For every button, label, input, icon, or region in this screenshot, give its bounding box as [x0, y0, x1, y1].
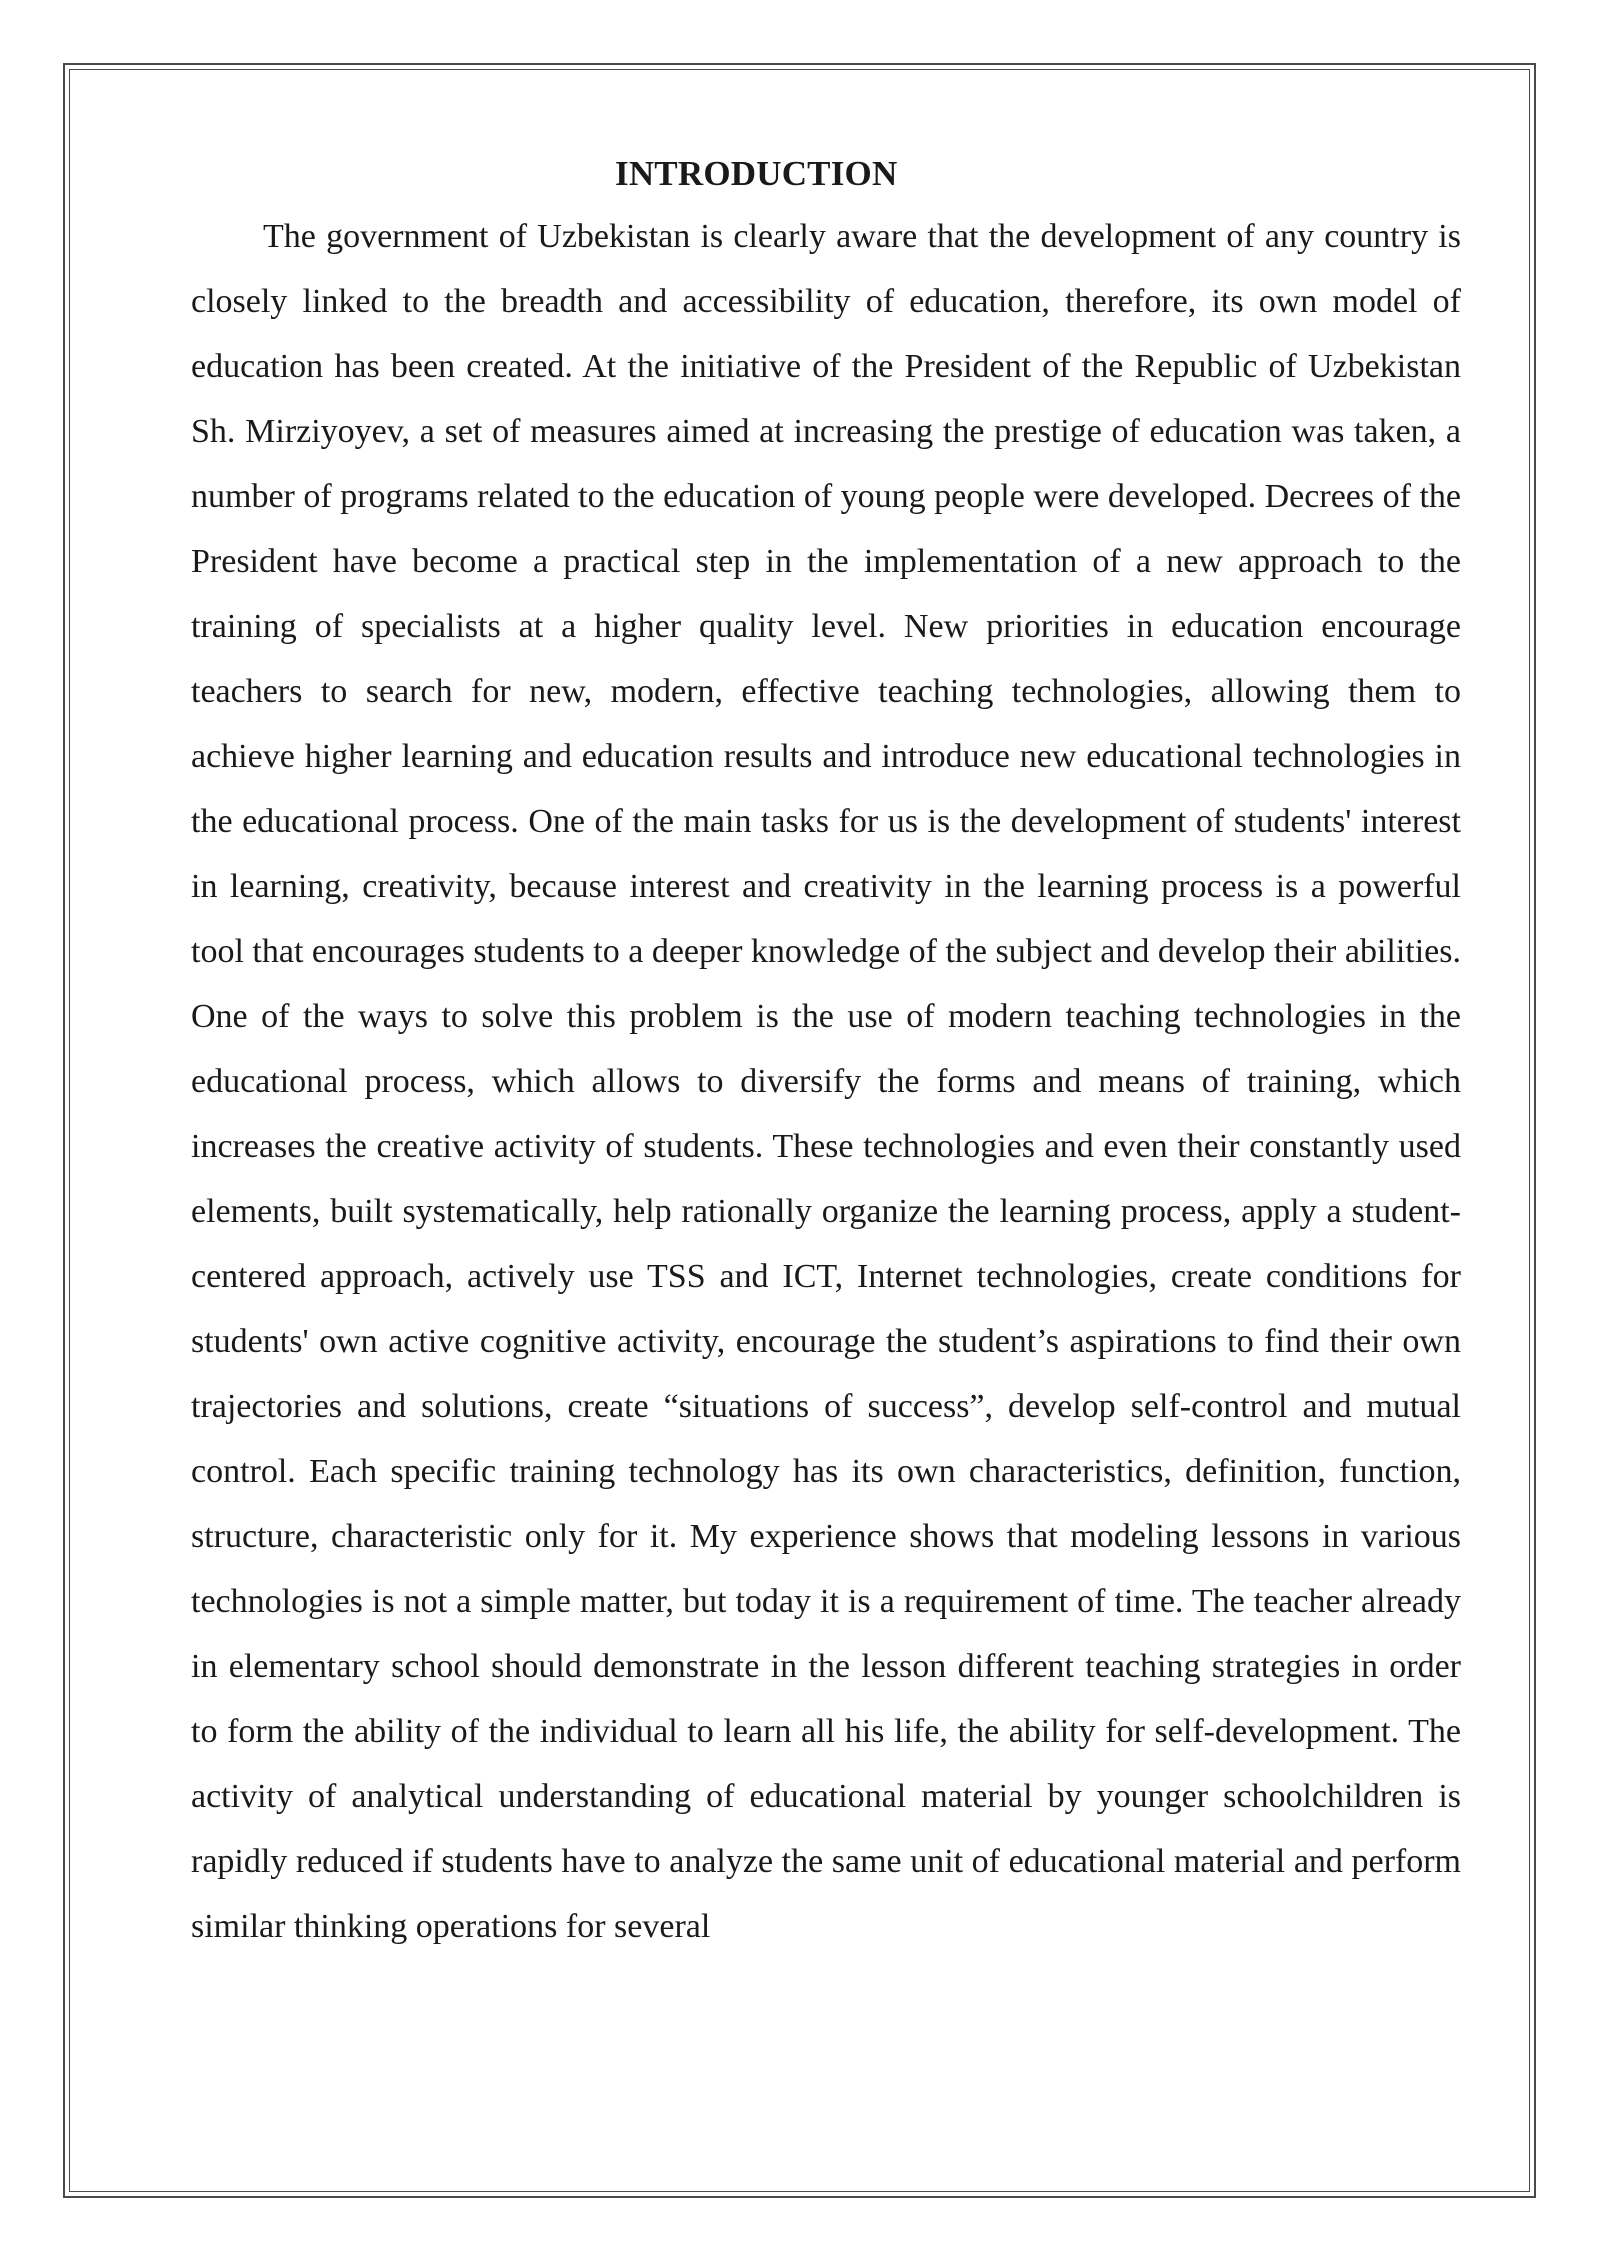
- document-content: [191, 150, 1461, 1959]
- body-paragraph: The government of Uzbekistan is clearly aware that the development of any country is closely linked to the breadth and accessibility of education, therefore, its own model of education has been created. At the initiative of the President of the Republic of Uzbekistan Sh. Mirziyoyev, a set of measures aimed at increasing the prestige of education was taken, a number of programs related to the education of young people were developed. Decrees of the President have become a practical step in the implementation of a new approach to the training of specialists at a higher quality level. New priorities in education encourage teachers to search for new, modern, effective teaching technologies, allowing them to achieve higher learning and education results and introduce new educational technologies in the educational process. One of the main tasks for us is the development of students' interest in learning, creativity, because interest and creativity in the learning process is a powerful tool that encourages students to a deeper knowledge of the subject and develop their abilities. One of the ways to solve this problem is the use of modern teaching technologies in the educational process, which allows to diversify the forms and means of training, which increases the creative activity of students. These technologies and even their constantly used elements, built systematically, help rationally organize the learning process, apply a student-centered approach, actively use TSS and ICT, Internet technologies, create conditions for students' own active cognitive activity, encourage the student’s aspirations to find their own trajectories and solutions, create “situations of success”, develop self-control and mutual control. Each specific training technology has its own characteristics, definition, function, structure, characteristic only for it. My experience shows that modeling lessons in various technologies is not a simple matter, but today it is a requirement of time. The teacher already in elementary school should demonstrate in the lesson different teaching strategies in order to form the ability of the individual to learn all his life, the ability for self-development. The activity of analytical understanding of educational material by younger schoolchildren is rapidly reduced if students have to analyze the same unit of educational material and perform similar thinking operations for several: [191, 218, 1461, 1945]
- section-heading: INTRODUCTION: [615, 154, 898, 193]
